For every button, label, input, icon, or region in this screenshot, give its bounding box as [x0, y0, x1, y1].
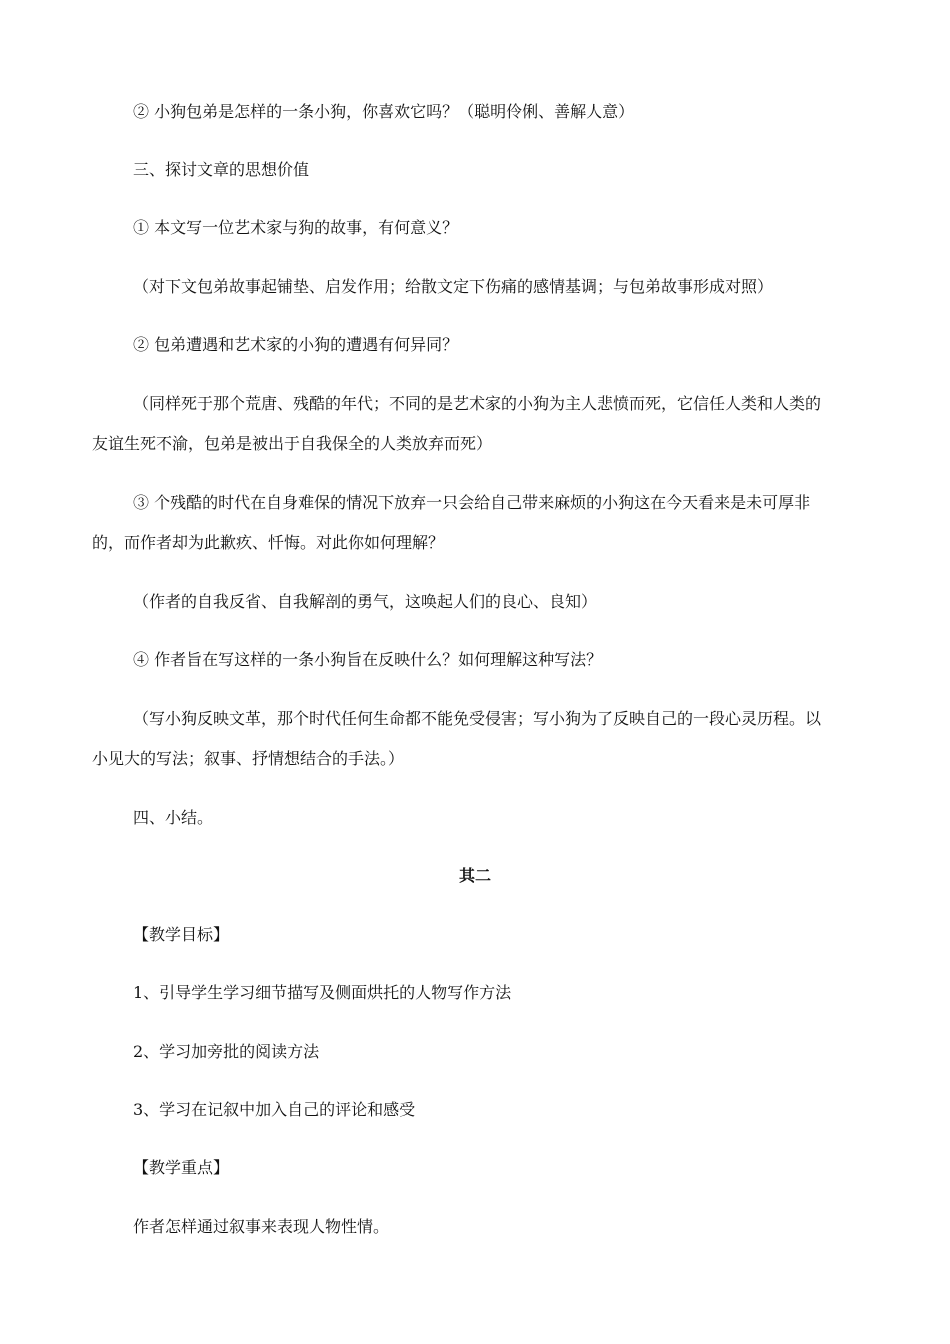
- key-point-1: 作者怎样通过叙事来表现人物性情。: [133, 1217, 390, 1236]
- answer-1: （对下文包弟故事起铺垫、启发作用；给散文定下伤痛的感情基调；与包弟故事形成对照）: [133, 277, 774, 296]
- question-3-line-2: 的，而作者却为此歉疚、忏悔。对此你如何理解？: [92, 533, 445, 552]
- answer-2-line-1: （同样死于那个荒唐、残酷的年代；不同的是艺术家的小狗为主人悲愤而死，它信任人类和人类的: [133, 394, 822, 413]
- teaching-goals-title: 【教学目标】: [133, 925, 230, 944]
- section-4-title: 四、小结。: [133, 808, 214, 827]
- section-3-title: 三、探讨文章的思想价值: [133, 160, 310, 179]
- question-4: ④ 作者旨在写这样的一条小狗旨在反映什么？如何理解这种写法？: [133, 650, 603, 669]
- goal-1: 1、引导学生学习细节描写及侧面烘托的人物写作方法: [133, 983, 512, 1002]
- goal-2: 2、学习加旁批的阅读方法: [133, 1042, 320, 1061]
- goal-3: 3、学习在记叙中加入自己的评论和感受: [133, 1100, 416, 1119]
- answer-2-line-2: 友谊生死不渝，包弟是被出于自我保全的人类放弃而死）: [92, 434, 493, 453]
- answer-3: （作者的自我反省、自我解剖的勇气，这唤起人们的良心、良知）: [133, 592, 598, 611]
- question-3-line-1: ③ 个残酷的时代在自身难保的情况下放弃一只会给自己带来麻烦的小狗这在今天看来是未可厚非: [133, 493, 811, 512]
- question-1-meaning: ① 本文写一位艺术家与狗的故事，有何意义？: [133, 218, 459, 237]
- question-2-puppy: ② 小狗包弟是怎样的一条小狗，你喜欢它吗？（聪明伶俐、善解人意）: [133, 102, 635, 121]
- answer-4-line-1: （写小狗反映文革，那个时代任何生命都不能免受侵害；写小狗为了反映自己的一段心灵历程。以: [133, 709, 822, 728]
- question-2-compare: ② 包弟遭遇和艺术家的小狗的遭遇有何异同？: [133, 335, 459, 354]
- answer-4-line-2: 小见大的写法；叙事、抒情想结合的手法。）: [92, 749, 405, 768]
- part-heading: 其二: [458, 866, 491, 885]
- teaching-key-title: 【教学重点】: [133, 1158, 230, 1177]
